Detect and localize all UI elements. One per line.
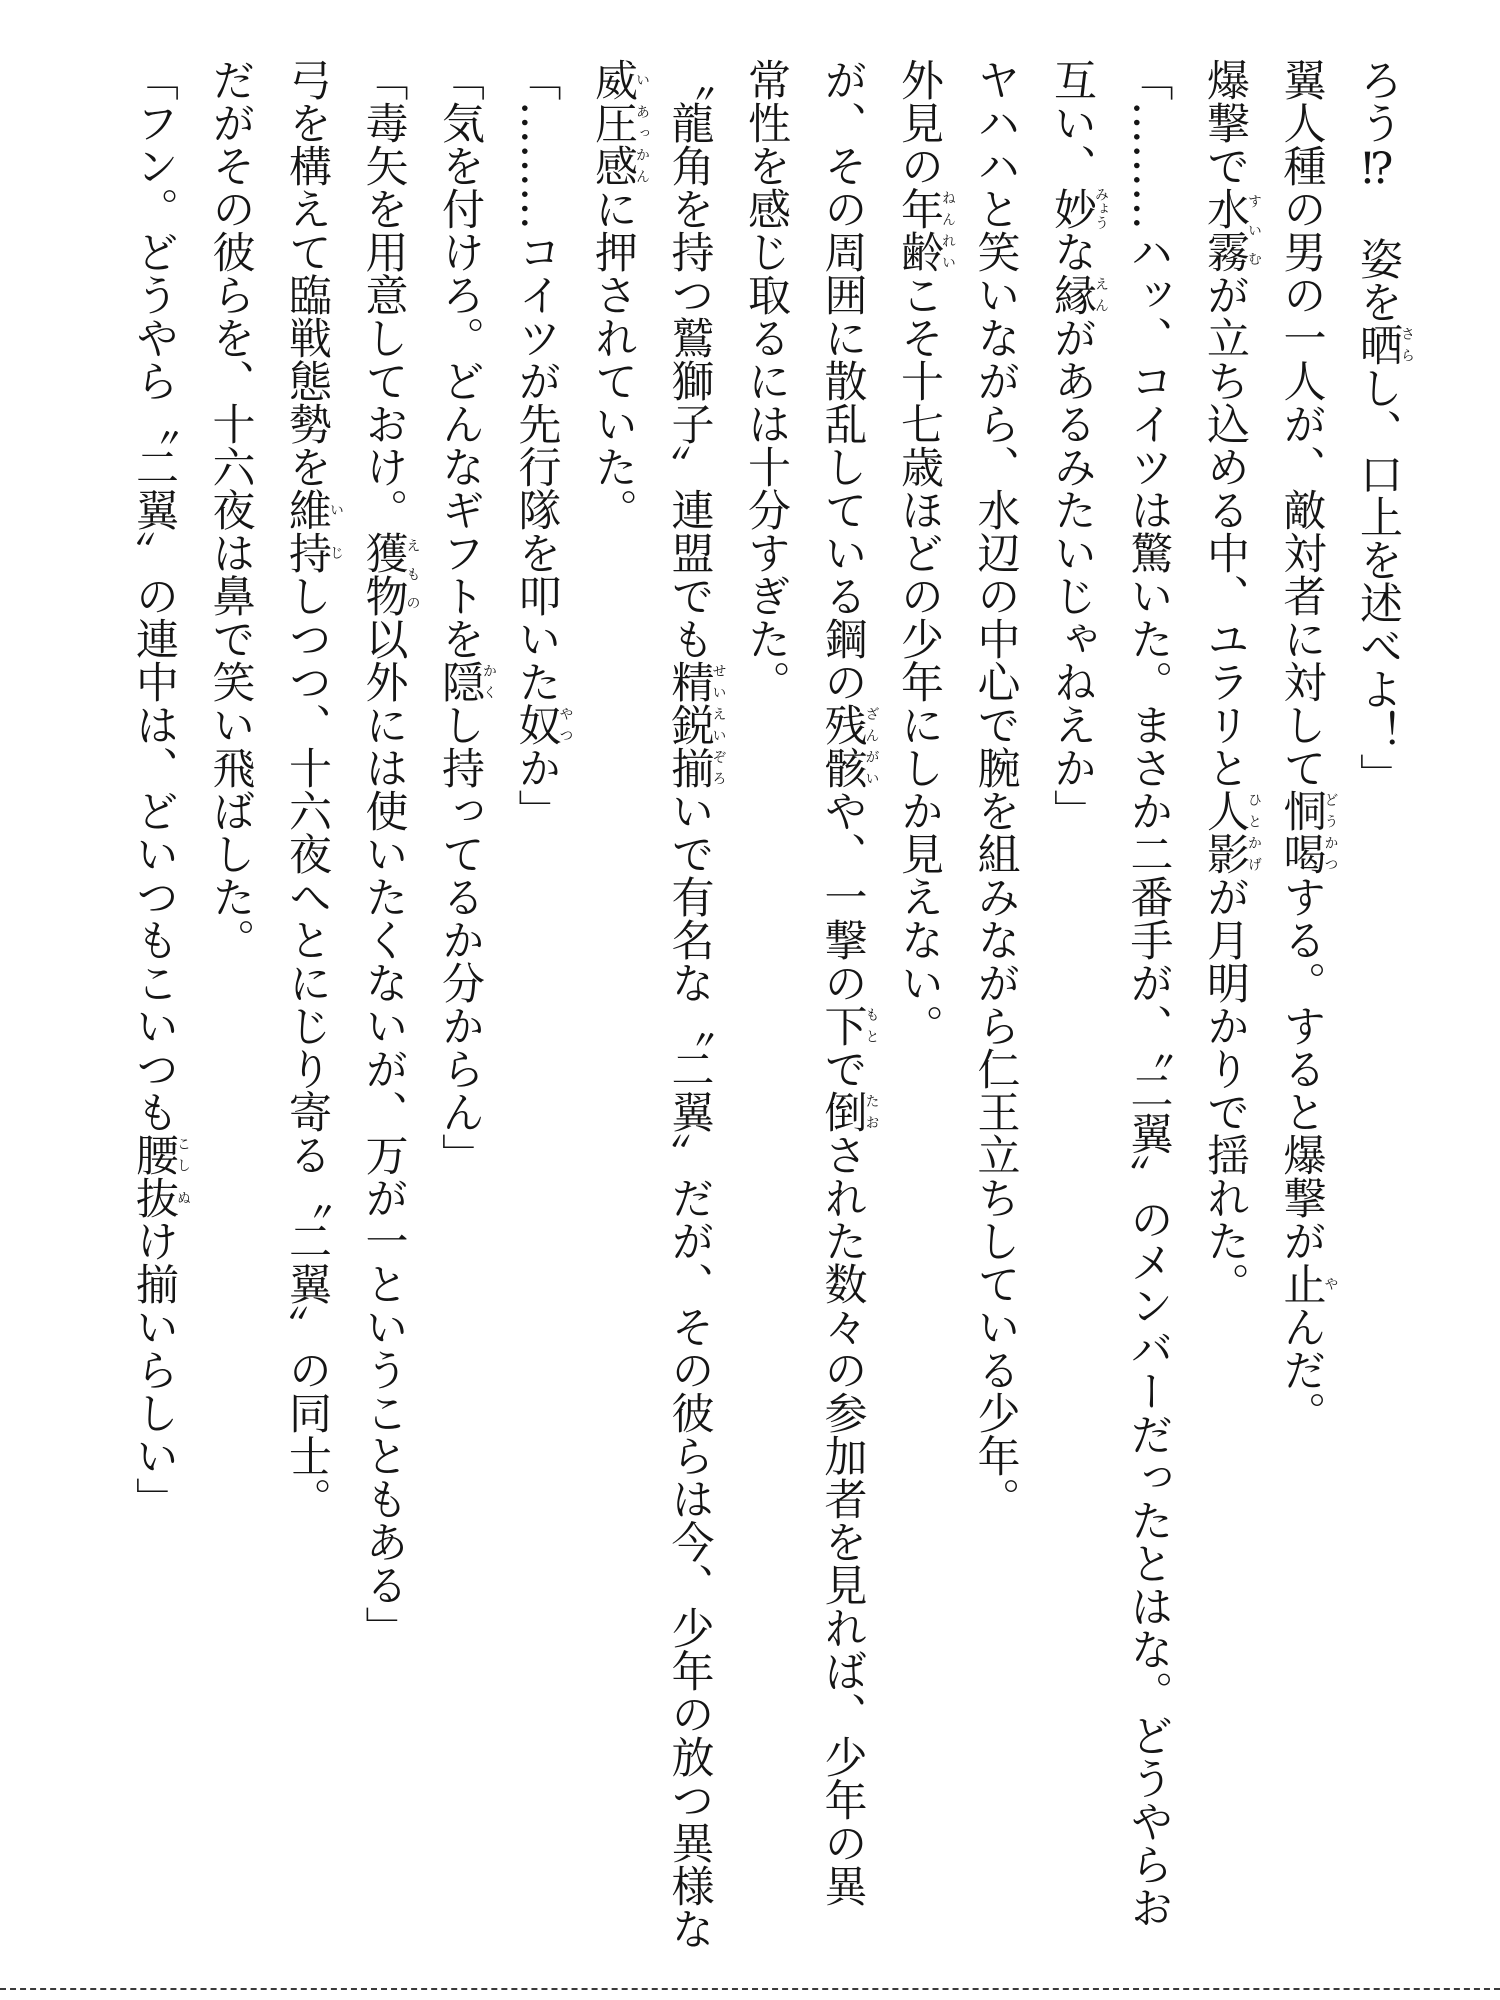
text-line-11: 威い圧感あっかんに押されていた。 xyxy=(588,58,650,531)
text-line-1: ろう⁉ 姿を晒さらし、口上を述べよ！」 xyxy=(1353,58,1415,796)
ruby-myou: みょう xyxy=(1093,187,1109,230)
text-line-7: 外見の年齢ねんれいこそ十七歳ほどの少年にしか見えない。 xyxy=(894,58,956,1047)
text-line-3: 爆撃で水霧すいむが立ち込める中、ユラリと人影ひとかげが月明かりで揺れた。 xyxy=(1200,58,1262,1305)
text-line-15: 弓を構えて臨戦態勢を維い持じしつつ、十六夜へとにじり寄る〝二翼〟の同士。 xyxy=(282,58,344,1520)
ruby-zoro: ぞろ xyxy=(710,746,727,789)
ruby-akkan: あっかん xyxy=(634,101,650,187)
text-line-10: 〝龍角を持つ鷲獅子〟連盟でも精鋭せいえい揃ぞろいで有名な〝二翼〟だが、その彼らは今、少年の放つ異様な xyxy=(664,58,727,1950)
text-line-5: 互い、妙みょうな縁えんがあるみたいじゃねえか」 xyxy=(1047,58,1109,832)
text-line-12: 「………コイツが先行隊を叩いた奴やつか」 xyxy=(511,58,574,832)
ruby-suimu: すいむ xyxy=(1246,187,1262,273)
text-line-2: 翼人種の男の一人が、敵対者に対して恫喝どうかつする。すると爆撃が止やんだ。 xyxy=(1276,58,1339,1434)
ruby-kaku: かく xyxy=(481,660,497,703)
ruby-emono: えもの xyxy=(404,531,421,617)
text-line-4: 「………ハッ、コイツは驚いた。まさか二番手が、〝二翼〟のメンバーだったとはな。どうやらお xyxy=(1123,58,1174,1929)
ruby-en: えん xyxy=(1093,273,1109,316)
text-line-6: ヤハハと笑いながら、水辺の中心で腕を組みながら仁王立ちしている少年。 xyxy=(970,58,1021,1520)
ruby-seiei: せいえい xyxy=(710,660,727,746)
ruby-iji-i: い xyxy=(328,488,344,531)
ruby-tao: たお xyxy=(863,1090,880,1133)
ruby-i: い xyxy=(634,58,650,101)
ruby-iji-ji: じ xyxy=(328,531,344,574)
text-line-16: だがその彼らを、十六夜は鼻で笑い飛ばした。 xyxy=(205,58,256,961)
ruby-moto: もと xyxy=(863,1004,880,1047)
ruby-hitokage: ひとかげ xyxy=(1246,789,1262,875)
text-line-8: が、その周囲に散乱している鋼の残骸ざんがいや、一撃の下もとで倒たおされた数々の参加者を見れば、少年の異 xyxy=(817,58,880,1907)
ruby-yamu: や xyxy=(1322,1262,1339,1305)
ruby-doukatsu: どうかつ xyxy=(1322,789,1339,875)
text-line-13: 「気を付けろ。どんなギフトを隠かくし持ってるか分からん」 xyxy=(435,58,497,1176)
vertical-text-body xyxy=(116,58,1417,1950)
ruby-koshi: こし xyxy=(175,1133,191,1176)
text-line-9: 常性を感じ取るには十分すぎた。 xyxy=(741,58,791,703)
bottom-dashed-rule xyxy=(0,1988,1500,1990)
ruby-nu: ぬ xyxy=(175,1176,191,1219)
ruby-nenrei: ねんれい xyxy=(940,187,956,273)
text-line-14: 「毒矢を用意しておけ。獲物えもの以外には使いたくないが、万が一ということもある」 xyxy=(358,58,421,1649)
text-line-17: 「フン。どうやら〝二翼〟の連中は、どいつもこいつも腰こし抜ぬけ揃いらしい」 xyxy=(129,58,191,1520)
ruby-yatsu: やつ xyxy=(557,703,574,746)
ruby-zangai: ざんがい xyxy=(863,703,880,789)
ruby-sara: さら xyxy=(1399,323,1415,366)
